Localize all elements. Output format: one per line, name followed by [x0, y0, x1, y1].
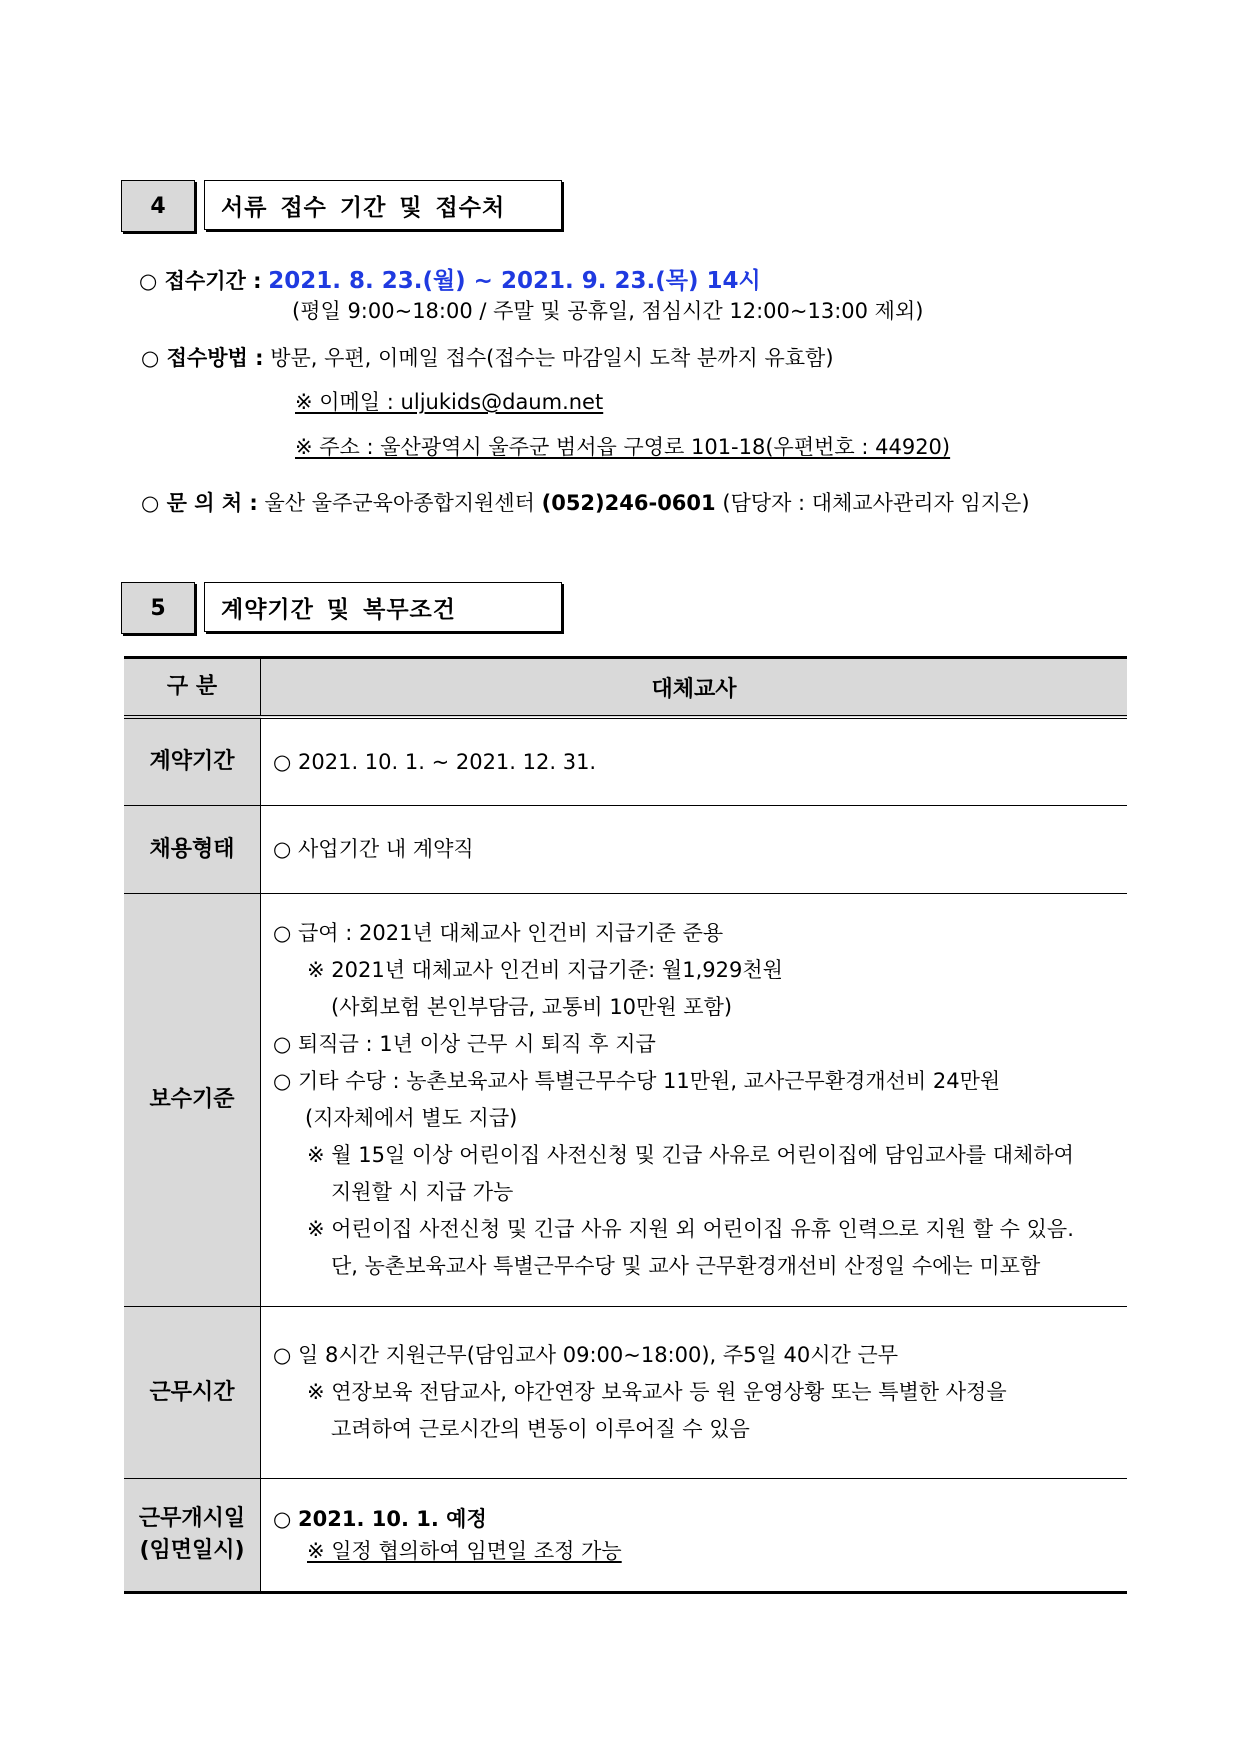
start-date: 2021. 10. 1. 예정 [298, 1507, 487, 1531]
address-line: ※ 주소 : 울산광역시 울주군 범서읍 구영로 101-18(우편번호 : 44920) [295, 435, 951, 459]
table-row-contract [124, 717, 1127, 806]
hours-main: ○ 일 8시간 지원근무(담임교사 09:00~18:00), 주5일 40시간 근무 [273, 1343, 899, 1367]
section4-number: 4 [121, 180, 195, 232]
period-line [139, 262, 761, 295]
row-label-pay: 보수기준 [124, 894, 261, 1307]
contact-person: (담당자 : 대체교사관리자 임지은) [722, 491, 1030, 515]
row-content-contract [261, 717, 1128, 806]
period-value: 2021. 8. 23.(월) ~ 2021. 9. 23.(목) 14시 [268, 268, 761, 294]
start-date-mark: ○ [273, 1507, 292, 1531]
section4-header [121, 180, 565, 232]
method-line [141, 342, 834, 372]
start-date-note-text: ※ 일정 협의하여 임면일 조정 가능 [307, 1539, 622, 1563]
contact-label: ○ 문 의 처 : [141, 491, 258, 515]
section4-title: 서류 접수 기간 및 접수처 [204, 180, 562, 230]
contract-period: ○ 2021. 10. 1. ~ 2021. 12. 31. [273, 749, 597, 774]
table-row-hours [124, 1307, 1127, 1479]
hours-note-cont: 고려하여 근로시간의 변동이 이루어질 수 있음 [331, 1417, 750, 1441]
period-note: (평일 9:00~18:00 / 주말 및 공휴일, 점심시간 12:00~13:00 제외) [292, 299, 924, 323]
pay-allowance-cond2-cont: 단, 농촌보육교사 특별근무수당 및 교사 근무환경개선비 산정일 수에는 미포함 [331, 1254, 1041, 1278]
section5-number: 5 [121, 582, 195, 634]
table-row-pay [124, 894, 1127, 1307]
email-line: ※ 이메일 : uljukids@daum.net [295, 390, 604, 414]
contact-org: 울산 울주군육아종합지원센터 [264, 491, 535, 515]
start-label-line2: (임면일시) [139, 1538, 245, 1563]
contact-line [141, 487, 1030, 517]
pay-severance: ○ 퇴직금 : 1년 이상 근무 시 퇴직 후 지급 [273, 1032, 656, 1056]
pay-allowance: ○ 기타 수당 : 농촌보육교사 특별근무수당 11만원, 교사근무환경개선비 24만원 [273, 1069, 1001, 1093]
period-label: ○ 접수기간 : [139, 269, 262, 293]
start-date-note [273, 1535, 1127, 1567]
section5-title: 계약기간 및 복무조건 [204, 582, 562, 632]
table-row-start [124, 1479, 1127, 1593]
pay-salary: ○ 급여 : 2021년 대체교사 인건비 지급기준 준용 [273, 921, 724, 945]
method-value: 방문, 우편, 이메일 접수(접수는 마감일시 도착 분까지 유효함) [270, 346, 834, 370]
table-row-employment [124, 806, 1127, 894]
pay-allowance-cond1-cont: 지원할 시 지급 가능 [331, 1180, 514, 1204]
pay-allowance-note: (지자체에서 별도 지급) [305, 1106, 518, 1130]
pay-allowance-cond2: ※ 어린이집 사전신청 및 긴급 사유 지원 외 어린이집 유휴 인력으로 지원 할 수 있음. [307, 1217, 1074, 1241]
row-content-employment [261, 806, 1128, 894]
hours-note: ※ 연장보육 전담교사, 야간연장 보육교사 등 원 운영상황 또는 특별한 사정을 [307, 1380, 1007, 1404]
table-header-row [124, 658, 1127, 718]
conditions-table [124, 656, 1127, 1594]
row-label-contract: 계약기간 [124, 717, 261, 806]
pay-salary-note-detail: (사회보험 본인부담금, 교통비 10만원 포함) [331, 995, 733, 1019]
pay-salary-note: ※ 2021년 대체교사 인건비 지급기준: 월1,929천원 [307, 958, 783, 982]
start-date-line [273, 1503, 1127, 1535]
section5-header [121, 582, 565, 634]
row-label-start [124, 1479, 261, 1593]
row-content-hours [261, 1307, 1128, 1479]
row-content-pay [261, 894, 1128, 1307]
header-substitute-teacher: 대체교사 [261, 658, 1128, 718]
row-label-employment: 채용형태 [124, 806, 261, 894]
pay-allowance-cond1: ※ 월 15일 이상 어린이집 사전신청 및 긴급 사유로 어린이집에 담임교사를 대체하여 [307, 1143, 1074, 1167]
row-label-hours: 근무시간 [124, 1307, 261, 1479]
method-label: ○ 접수방법 : [141, 346, 264, 370]
contact-phone: (052)246-0601 [541, 491, 716, 515]
header-category: 구 분 [124, 658, 261, 718]
employment-type: ○ 사업기간 내 계약직 [273, 837, 474, 861]
start-label-line1: 근무개시일 [138, 1506, 246, 1531]
row-content-start [261, 1479, 1128, 1593]
